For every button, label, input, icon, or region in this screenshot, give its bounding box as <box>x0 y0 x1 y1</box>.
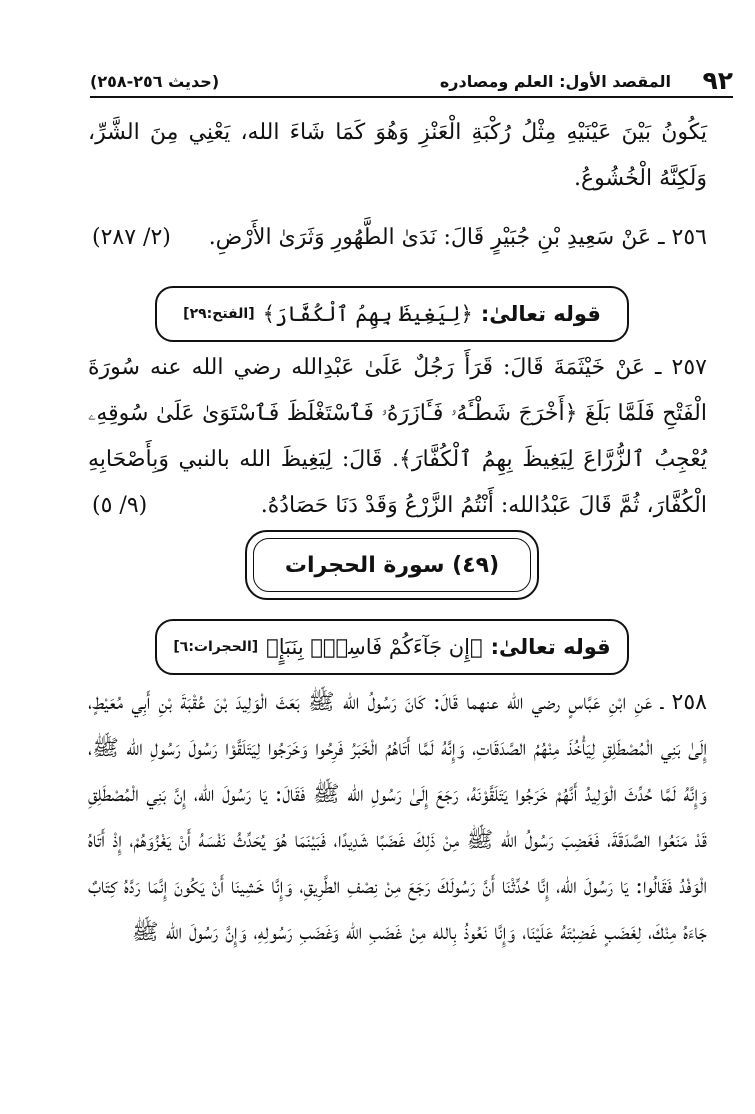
page-number: ٩٢ <box>702 66 733 95</box>
quote-lead: قوله تعالىٰ: <box>480 302 601 326</box>
quote-source: [الحجرات:٦] <box>173 639 259 655</box>
quote-box-al-hujurat <box>155 619 629 675</box>
hadith-258: ٢٥٨ ـ عَنِ ابْنِ عَبَّاسٍ رضي الله عنهما قَالَ: كَانَ رَسُولُ الله ﷺ بَعَثَ الْوَلِيدَ بْنَ عُقْبَةَ بْنِ أَبِي مُعَيْطٍ، إِلَىٰ بَنِي الْمُصْطَلِقِ لِيَأْخُذَ مِنْهُمُ الصَّدَقَاتِ، وَإِنَّهُ لَمَّا أَتَاهُمُ الْخَبَرُ فَرِحُوا وَخَرَجُوا لِيَتَلَقَّوْا رَسُولَ رَسُولِ الله ﷺ، وَإِنَّهُ لَمَّا حُدِّثَ الْوَلِيدُ أَنَّهُمْ خَرَجُوا يَتَلَقَّوْنَهُ، رَجَعَ إِلَىٰ رَسُولِ الله ﷺ فَقَالَ: يَا رَسُولَ الله، إِنَّ بَنِي الْمُصْطَلِقِ قَدْ مَنَعُوا الصَّدَقَةَ، فَغَضِبَ رَسُولُ الله ﷺ مِنْ ذَلِكَ غَضَبًا شَدِيدًا، فَبَيْنَمَا هُوَ يُحَدِّثُ نَفْسَهُ أَنْ يَغْزُوَهُمْ، إِذْ أَتَاهُ الْوَفْدُ فَقَالُوا: يَا رَسُولَ الله، إِنَّا حُدِّثْنَا أَنَّ رَسُولَكَ رَجَعَ مِنْ نِصْفِ الطَّرِيقِ، وَإِنَّا خَشِينَا أَنْ يَكُونَ إِنَّمَا رَدَّهُ كِتَابٌ جَاءَهُ مِنْكَ، لِغَضَبٍ غَضِبْتَهُ عَلَيْنَا، وَإِنَّا نَعُوذُ بِالله مِنْ غَضَبِ الله وَغَضَبِ رَسُولِهِ، وَإِنَّ رَسُولَ الله ﷺ <box>88 690 707 945</box>
surah-heading-frame <box>245 530 539 600</box>
hadith-257-reference: (٩/ ٥) <box>92 493 148 518</box>
hadith-257 <box>88 345 707 529</box>
hadith-256-reference: (٢/ ٢٨٧) <box>92 225 171 250</box>
hadith-257-text: ٢٥٧ ـ عَنْ خَيْثَمَةَ قَالَ: قَرَأَ رَجُلٌ عَلَىٰ عَبْدِالله رضي الله عنه سُورَةَ الْفَتْحِ فَلَمَّا بَلَغَ ﴿أَخْرَجَ شَطْـَٔهُۥ فَـَٔازَرَهُۥ فَٱسْتَغْلَظَ فَٱسْتَوَىٰ عَلَىٰ سُوقِهِۦ يُعْجِبُ ٱلزُّرَّاعَ لِيَغِيظَ بِهِمُ ٱلْكُفَّارَ﴾. قَالَ: لِيَغِيظَ الله بالنبي وَبِأَصْحَابِهِ الْكُفَّارَ، ثُمَّ قَالَ عَبْدُالله: أَنْتُمُ الزَّرْعُ وَقَدْ دَنَا حَصَادُهُ. <box>88 355 707 518</box>
running-title: المقصد الأول: العلم ومصادره <box>439 72 671 91</box>
surah-heading: (٤٩) سورة الحجرات <box>253 538 531 592</box>
page-header <box>90 62 733 98</box>
quote-lead: قوله تعالىٰ: <box>490 635 611 659</box>
paragraph-intro: يَكُونُ بَيْنَ عَيْنَيْهِ مِثْلُ رُكْبَةِ الْعَنْزِ وَهُوَ كَمَا شَاءَ الله، يَعْنِي مِنَ الشَّرِّ، وَلَكِنَّهُ الْخُشُوعُ. <box>88 120 707 191</box>
hadith-256-text: ٢٥٦ ـ عَنْ سَعِيدِ بْنِ جُبَيْرٍ قَالَ: نَدَىٰ الطَّهُورِ وَثَرَىٰ الأَرْضِ. <box>208 225 707 250</box>
hadith-range: (حديث ٢٥٦-٢٥٨) <box>90 72 220 91</box>
hadith-256 <box>88 215 707 261</box>
quote-ayah: ﴿لِيَغِيظَ بِهِمُ ٱلْكُفَّارَ﴾ <box>262 302 473 326</box>
quote-ayah: ﴿إِن جَآءَكُمْ فَاسِقُۢ بِنَبَإٍ﴾ <box>266 635 483 659</box>
quote-box-al-fath <box>155 286 629 342</box>
quote-source: [الفتح:٢٩] <box>183 306 255 322</box>
